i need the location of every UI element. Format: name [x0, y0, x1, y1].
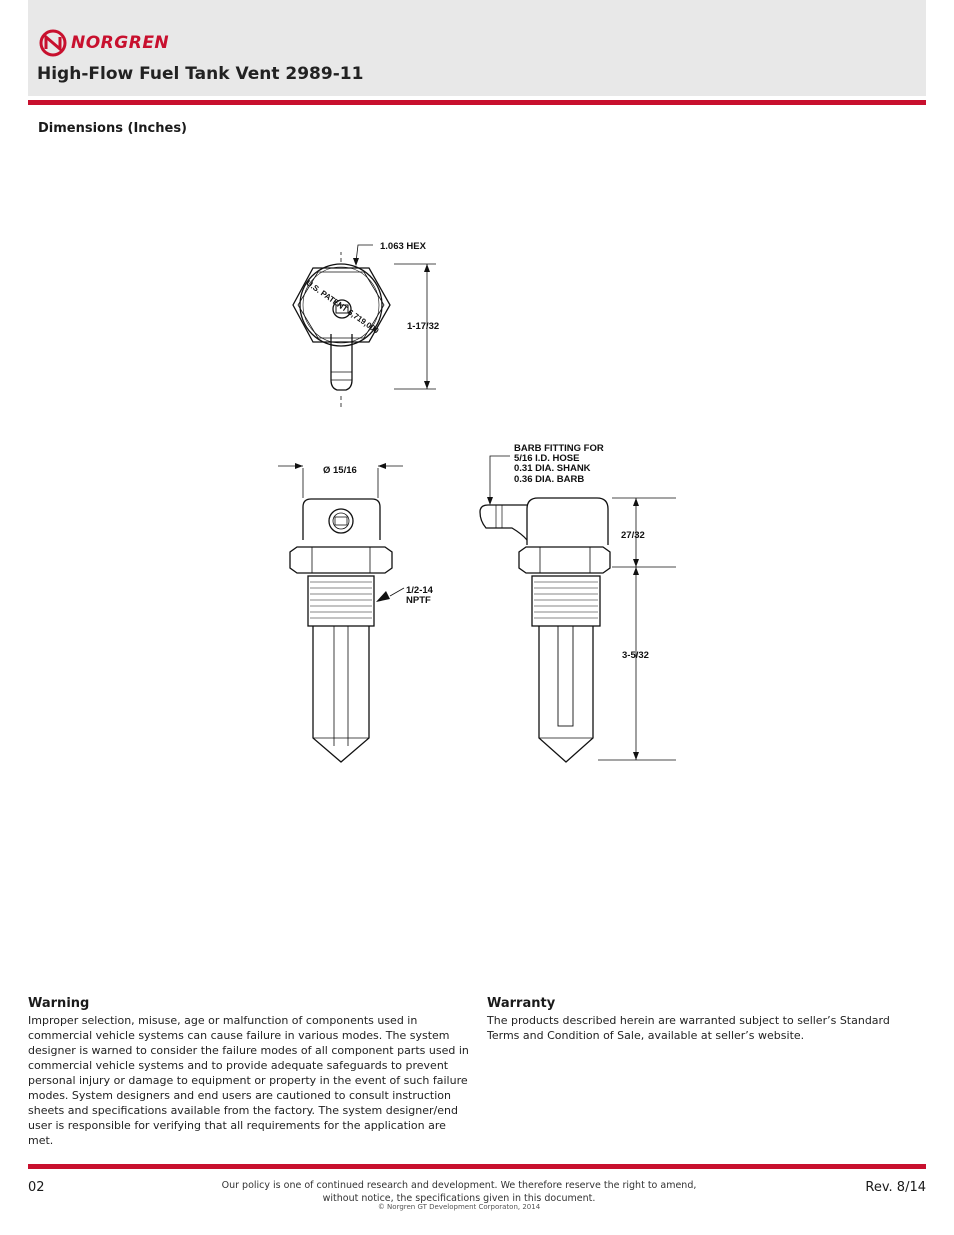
lower-side-dimension-label: 3-5/32 [622, 650, 649, 661]
thread-label-line1: 1/2-14 [406, 585, 433, 596]
warranty-section [487, 996, 922, 1043]
footer-copyright: © Norgren GT Development Corporaton, 2014 [377, 1203, 541, 1211]
warranty-text: The products described herein are warranted subject to seller’s Standard Terms and Condition of Sale, available at seller’s website. [487, 1014, 890, 1042]
hex-dimension-label: 1.063 HEX [380, 241, 426, 252]
upper-side-dimension-label: 27/32 [621, 530, 645, 541]
warranty-title: Warranty [487, 996, 556, 1011]
front-view [278, 463, 404, 762]
barb-label-line2: 5/16 I.D. HOSE [514, 453, 580, 464]
barb-label-line1: BARB FITTING FOR [514, 443, 604, 454]
diameter-dimension-label: Ø 15/16 [323, 465, 357, 476]
revision-label: Rev. 8/14 [865, 1180, 926, 1195]
thread-label-line2: NPTF [406, 595, 431, 606]
footer-policy [200, 1179, 718, 1205]
brand-name: NORGREN [71, 33, 170, 53]
footer-divider [28, 1164, 926, 1169]
side-view [480, 456, 676, 762]
cap-patent-text: U.S. PATENT 6,719,000 [304, 278, 381, 336]
warning-section [28, 996, 473, 1148]
warning-text: Improper selection, misuse, age or malfunction of components used in commercial vehicle systems can cause failure in various modes. The system designer is warned to consider the failure modes of all component parts used in commercial vehicle systems and to provide adequate safeguards to prevent personal injury or damage to equipment or property in the event of such failure modes. System designers and end users are cautioned to consult instruction sheets and specifications available from the factory. The system designer/end user is responsible for verifying that all requirements for the application are met. [28, 1014, 469, 1147]
section-title: Dimensions (Inches) [38, 121, 187, 136]
barb-label-line3: 0.31 DIA. SHANK [514, 463, 591, 474]
barb-label-line4: 0.36 DIA. BARB [514, 474, 585, 485]
page-number: 02 [28, 1180, 45, 1195]
footer-policy-line1: Our policy is one of continued research and development. We therefore reserve the right to amend, [221, 1180, 697, 1191]
top-height-dimension-label: 1-17/32 [407, 321, 440, 332]
warning-title: Warning [28, 996, 90, 1011]
footer-policy-line2: without notice, the specifications given in this document. [322, 1193, 596, 1204]
page-title: High-Flow Fuel Tank Vent 2989-11 [37, 64, 364, 84]
